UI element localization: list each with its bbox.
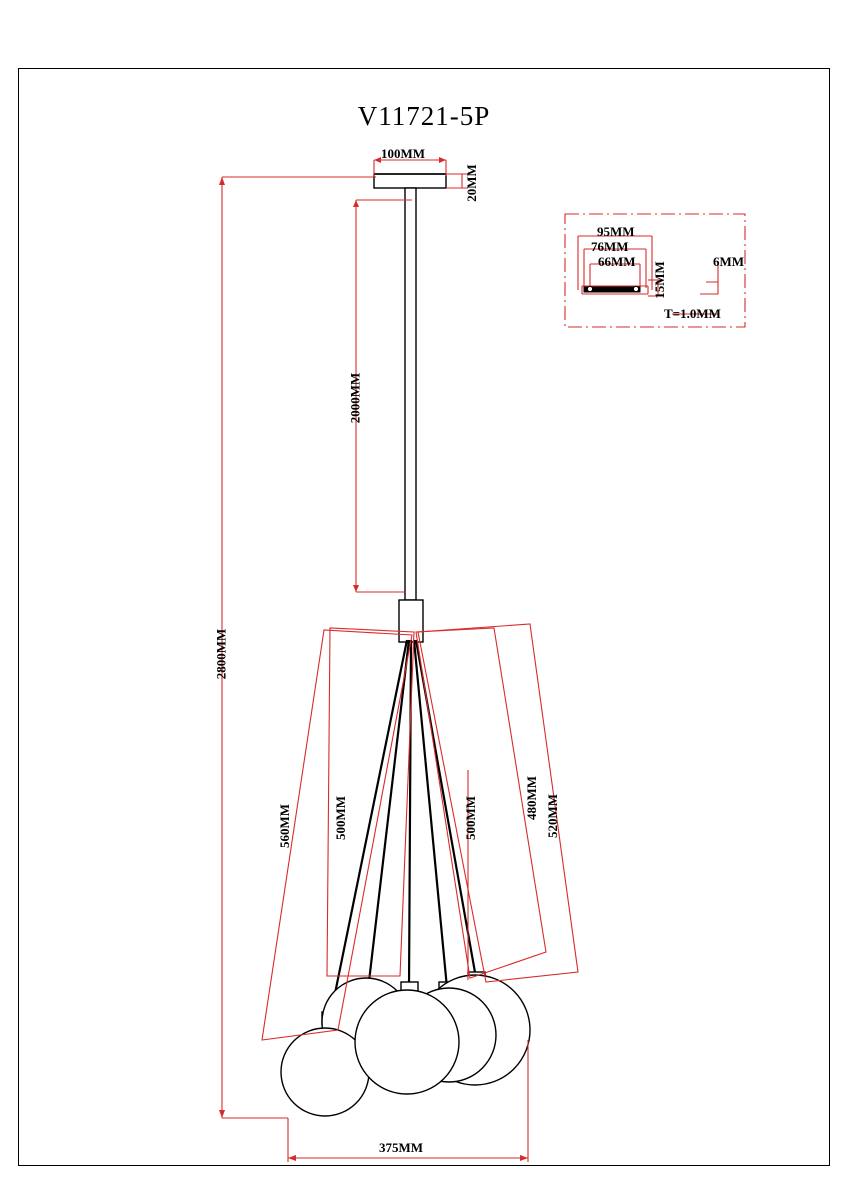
- dim-rod-length: 2000MM: [347, 372, 363, 424]
- dim-drop-left-outer: 560MM: [277, 803, 292, 849]
- detail-thickness-note: T=1.0MM: [664, 306, 721, 321]
- dim-drop-right-outer: 520MM: [545, 793, 560, 839]
- detail-dim-bracket: 6MM: [713, 254, 745, 269]
- dim-drop-left-inner: 500MM: [333, 795, 348, 841]
- page-title: V11721-5P: [357, 101, 491, 131]
- dim-canopy-height: 20MM: [464, 164, 479, 202]
- dim-overall-width: 375MM: [379, 1140, 424, 1155]
- dim-total-height: 2800MM: [213, 628, 229, 680]
- detail-dim-width-inner: 66MM: [598, 254, 636, 269]
- detail-dim-width-mid: 76MM: [591, 239, 629, 254]
- dim-drop-center: 500MM: [463, 795, 478, 841]
- detail-dim-height: 15MM: [652, 261, 667, 299]
- dim-drop-right-inner: 480MM: [524, 775, 539, 821]
- detail-dim-width-outer: 95MM: [597, 224, 635, 239]
- dim-canopy-width: 100MM: [381, 146, 426, 161]
